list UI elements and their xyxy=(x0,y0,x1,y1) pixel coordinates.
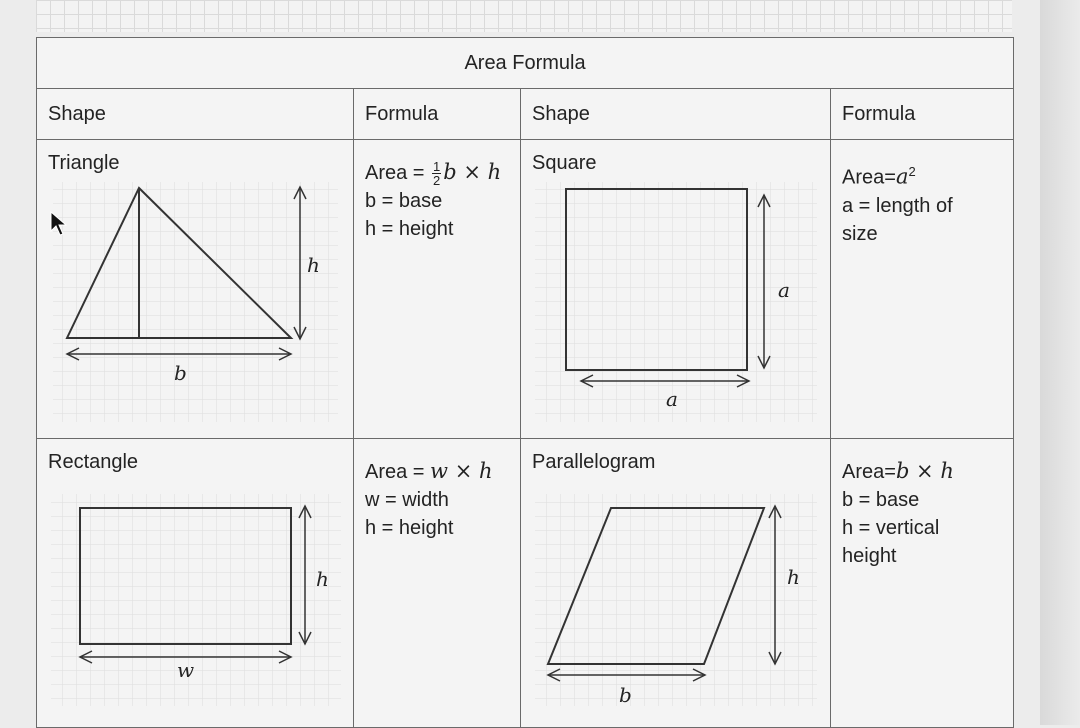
square-formula: $Area=a^2$ xyxy=(842,164,916,189)
triangle-formula-cell xyxy=(354,140,521,439)
page-edge-shadow xyxy=(1040,0,1080,725)
rectangle-grid xyxy=(51,494,341,706)
parallelogram-def-height-2: height xyxy=(842,545,897,567)
rectangle-figure xyxy=(48,474,353,706)
parallelogram-label-h: h xyxy=(787,565,800,589)
parallelogram-formula-cell xyxy=(831,439,1014,728)
square-label-side: a xyxy=(778,278,790,302)
header-formula-2: Formula xyxy=(831,89,1014,140)
mouse-cursor-icon xyxy=(50,211,68,237)
triangle-def-height: h = height xyxy=(365,218,454,241)
rectangle-label-w: w xyxy=(177,658,195,682)
area-formula-table xyxy=(36,37,1014,728)
square-figure xyxy=(532,175,830,423)
rectangle-formula-cell xyxy=(354,439,521,728)
rectangle-name: Rectangle xyxy=(48,451,139,473)
fraction-one-half: $\frac{1}{2}$ xyxy=(433,159,441,189)
header-shape-2: Shape xyxy=(521,89,831,140)
background-grid-strip xyxy=(36,0,1012,32)
table-title: Area Formula xyxy=(37,38,1014,89)
square-def-1: a = length of xyxy=(842,194,953,217)
parallelogram-cell xyxy=(521,439,831,728)
triangle-formula: Area = $\frac{1}{2}$ b × h xyxy=(365,159,502,189)
header-shape-1: Shape xyxy=(37,89,354,140)
triangle-figure xyxy=(48,175,353,423)
parallelogram-figure xyxy=(532,474,830,706)
rectangle-def-width: w = width xyxy=(365,489,449,511)
triangle-label-h: h xyxy=(307,253,320,277)
square-grid xyxy=(535,182,817,422)
triangle-def-base: b = base xyxy=(365,190,443,213)
square-cell xyxy=(521,140,831,439)
square-name: Square xyxy=(532,152,597,174)
parallelogram-def-base: b = base xyxy=(842,489,920,511)
rectangle-def-height: h = height xyxy=(365,517,454,539)
triangle-grid xyxy=(53,182,338,422)
parallelogram-formula: Area=b × h xyxy=(842,459,954,483)
parallelogram-def-height-1: h = vertical xyxy=(842,517,940,539)
rectangle-label-h: h xyxy=(316,567,329,591)
triangle-name: Triangle xyxy=(48,152,120,174)
square-def-2: size xyxy=(842,222,878,245)
square-label-bottom: a xyxy=(666,387,678,411)
rectangle-cell xyxy=(37,439,354,728)
parallelogram-name: Parallelogram xyxy=(532,451,656,473)
triangle-cell xyxy=(37,140,354,439)
rectangle-formula: Area = w × h xyxy=(365,459,493,483)
header-formula-1: Formula xyxy=(354,89,521,140)
triangle-label-b: b xyxy=(174,361,187,385)
parallelogram-label-b: b xyxy=(619,683,632,706)
square-formula-cell xyxy=(831,140,1014,439)
